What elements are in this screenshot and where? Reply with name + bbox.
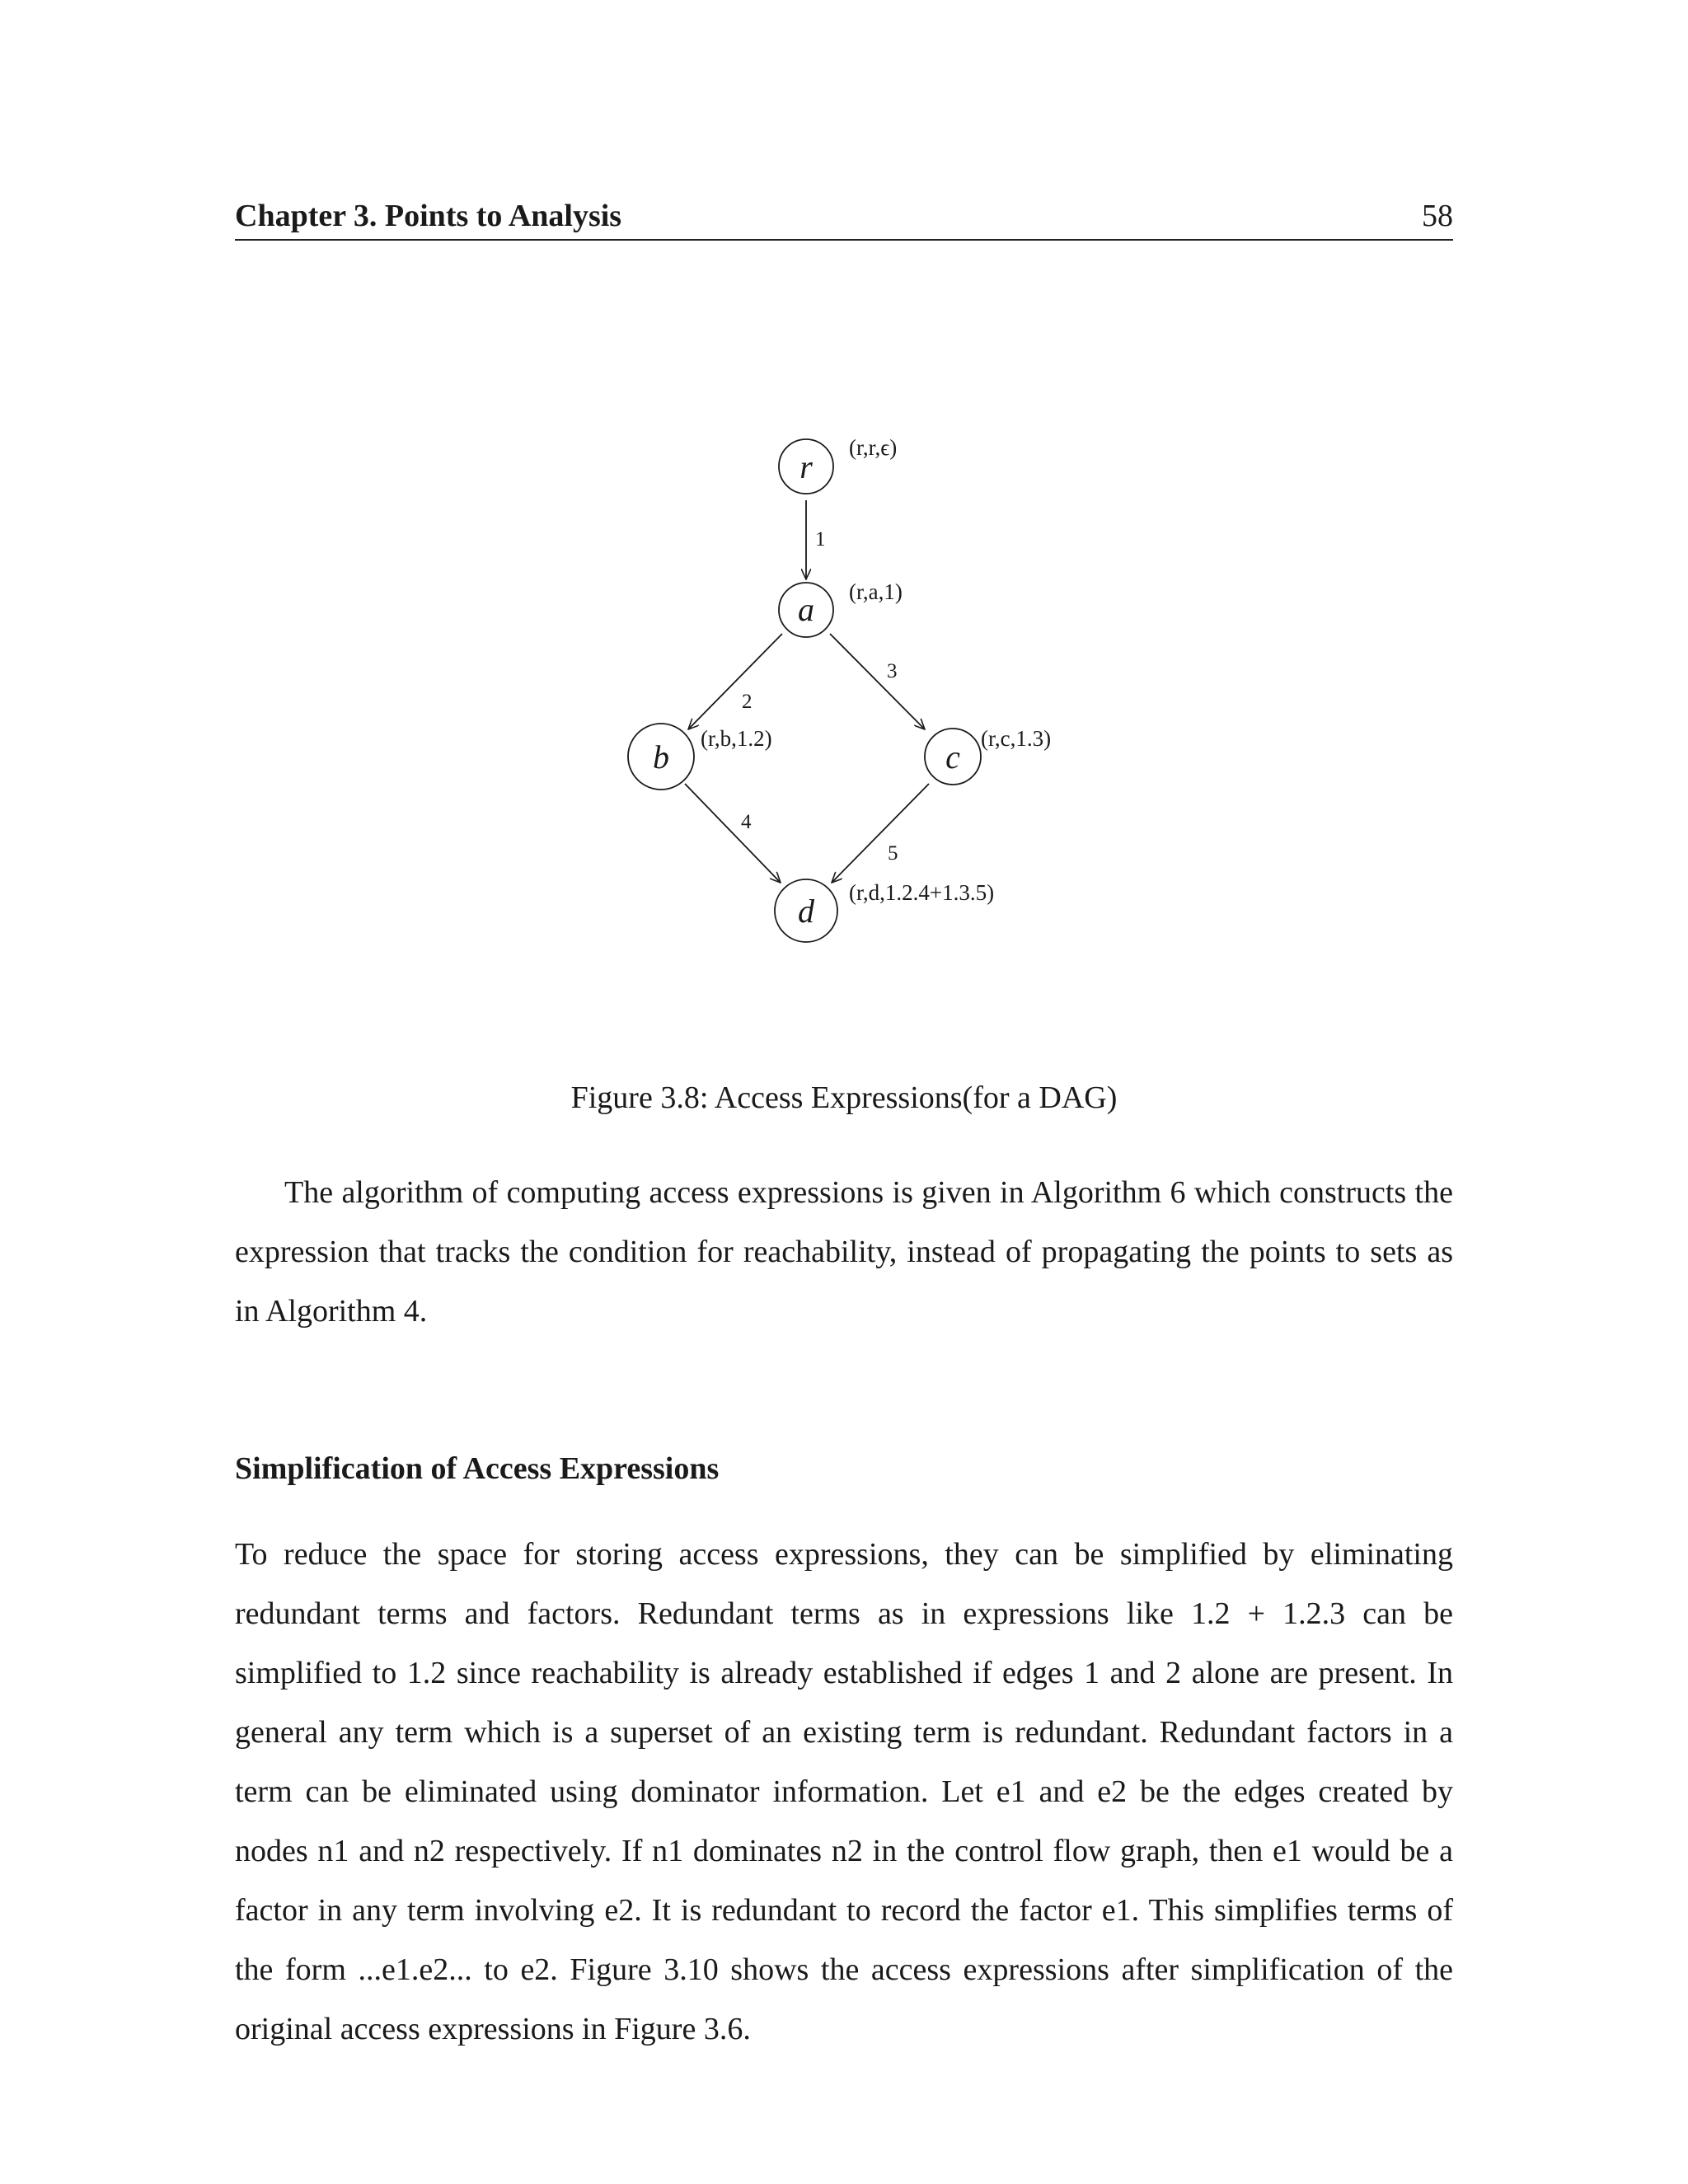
node-label-b: b bbox=[653, 738, 669, 776]
node-label-c: c bbox=[945, 738, 960, 776]
edge-c-d bbox=[832, 784, 929, 883]
body-paragraph-1: The algorithm of computing access expressions is given in Algorithm 6 which constructs the expression that tracks the condition for reachability, instead of propagating the points to sets as in Algorithm 4. bbox=[235, 1175, 1453, 1329]
edge-a-b bbox=[688, 634, 782, 729]
node-label-a: a bbox=[798, 591, 814, 628]
section-heading: Simplification of Access Expressions bbox=[235, 1451, 720, 1486]
edge-b-d bbox=[685, 784, 781, 883]
node-annotation-c: (r,c,1.3) bbox=[981, 726, 1052, 751]
edge-label-4: 4 bbox=[741, 811, 752, 833]
figure-caption: Figure 3.8: Access Expressions(for a DAG) bbox=[570, 1080, 1118, 1115]
edge-label-1: 1 bbox=[815, 528, 826, 551]
node-r bbox=[779, 439, 833, 494]
edge-label-2: 2 bbox=[742, 691, 753, 713]
body-paragraph-2: To reduce the space for storing access expressions, they can be simplified by eliminating redundant terms and factors. Redundant terms as in expressions like 1.2 + 1.2.3 can be simplified to 1.2 since reachability is already established if edges 1 and 2 alone are present. In general any term which is a superset of an existing term is redundant. Redundant factors in a term can be eliminated using dominator information. Let e1 and e2 be the edges created by nodes n1 and n2 respectively. If n1 dominates n2 in the control flow graph, then e1 would be a factor in any term involving e2. It is redundant to record the factor e1. This simplifies terms of the form ...e1.e2... to e2. Figure 3.10 shows the access expressions after simplification of the original access expressions in Figure 3.6. bbox=[235, 1537, 1453, 2046]
edge-label-5: 5 bbox=[888, 842, 898, 865]
node-label-r: r bbox=[799, 448, 813, 485]
node-b bbox=[628, 724, 694, 790]
chapter-title: Chapter 3. Points to Analysis bbox=[235, 199, 622, 233]
edge-a-c bbox=[830, 634, 925, 729]
page-number: 58 bbox=[1422, 199, 1453, 233]
node-annotation-b: (r,b,1.2) bbox=[701, 726, 772, 751]
node-c bbox=[925, 729, 981, 785]
node-annotation-d: (r,d,1.2.4+1.3.5) bbox=[849, 880, 995, 905]
node-a bbox=[779, 583, 833, 637]
running-head bbox=[235, 196, 1453, 241]
node-label-d: d bbox=[798, 893, 814, 930]
edge-label-3: 3 bbox=[887, 660, 898, 682]
node-annotation-a: (r,a,1) bbox=[849, 579, 903, 604]
dag-figure bbox=[577, 412, 1154, 972]
node-annotation-r: (r,r,ϵ) bbox=[849, 435, 898, 460]
node-d bbox=[775, 879, 837, 942]
